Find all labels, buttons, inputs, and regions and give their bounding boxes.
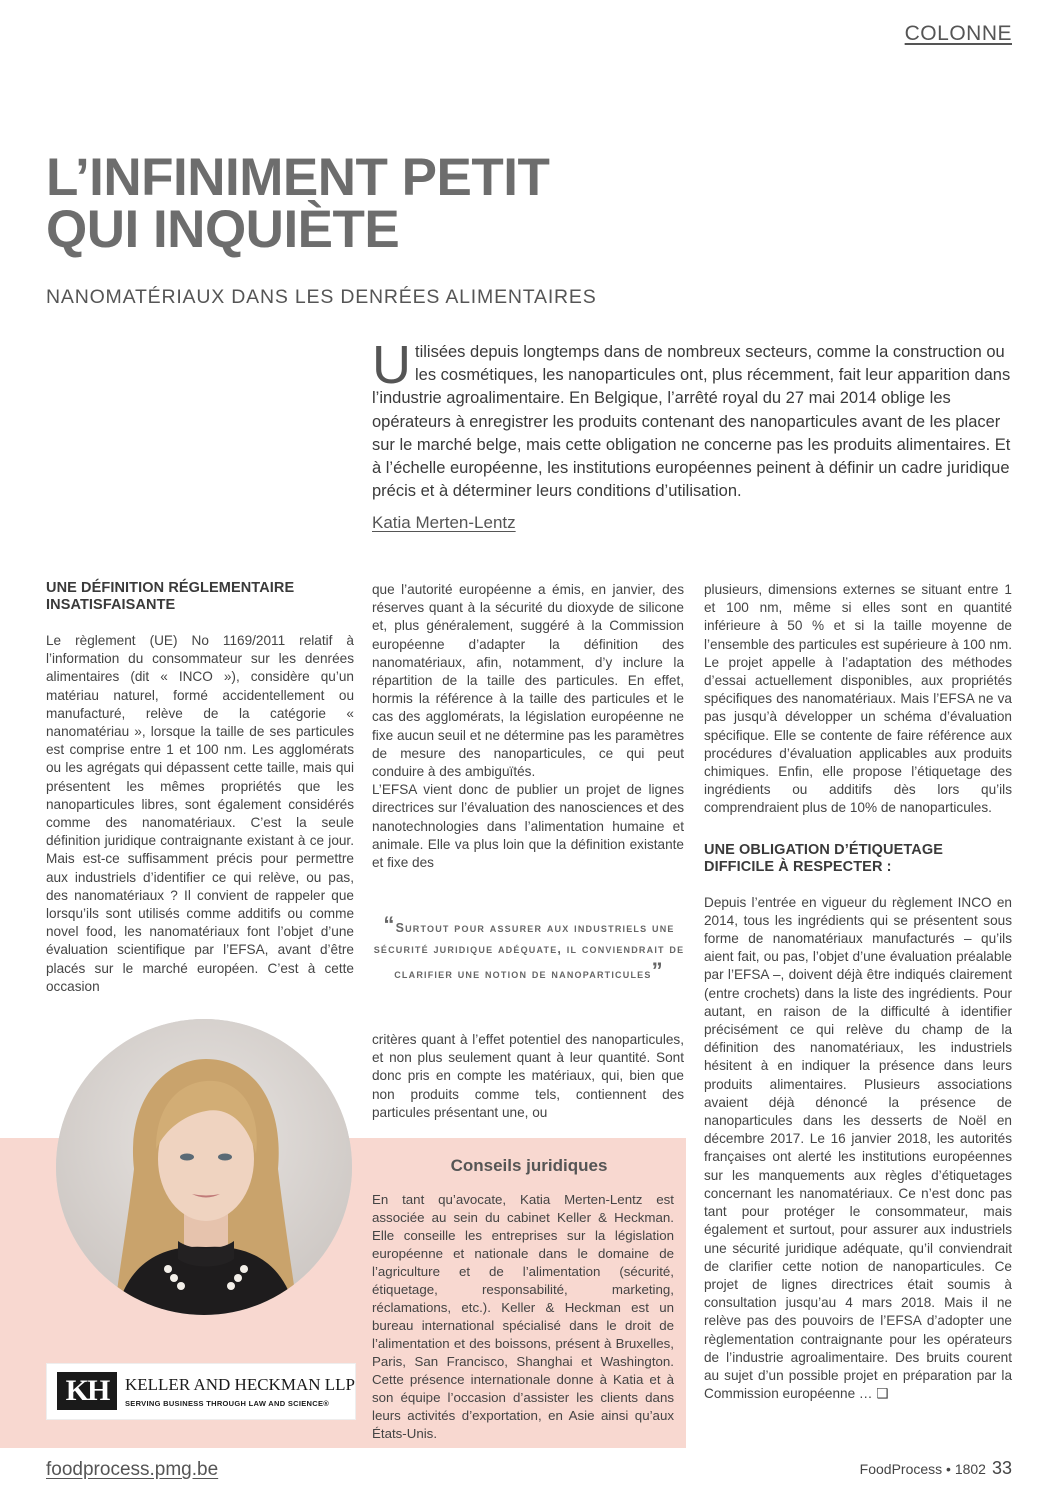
lead-text: tilisées depuis longtemps dans de nombreux secteurs, comme la construction ou les cosmétiques, les nanoparticules ont, plus récemment, fait leur apparition dans l’industrie agroalimentaire. En Belgique, l’arrêté royal du 27 mai 2014 oblige les opérateurs à enregistrer les produits contenant des nanoparticules avant de les placer sur le marché belge, mais cette obligation ne concerne pas les produits alimentaires. Et à l’échelle européenne, les institutions européennes peinent à définir un cadre juridique précis et à déterminer leurs conditions d’utilisation. [372,343,1011,501]
col3-paragraph-2: Depuis l’entrée en vigueur du règlement INCO en 2014, tous les ingrédients qui se présentent sous forme de nanomatériaux manufacturés – qu’ils aient fait, ou pas, l’objet d’une évaluation préalable par l’EFSA –, doivent déjà être indiqués clairement (entre crochets) dans la liste des ingrédients. Pour autant, en raison de la difficulté à identifier précisément ce qui relève du champ de la définition des nanomatériaux, les industriels hésitent à en indiquer la présence dans leurs produits alimentaires. Plusieurs associations avaient déjà dénoncé la présence de nanoparticules dans les desserts de Noël en décembre 2017. Le 16 janvier 2018, les autorités françaises ont alerté les institutions européennes sur les manquements aux règles d’étiquetages concernant les nanomatériaux. Ce n’est donc pas tant pour protéger le consommateur, mais également et surtout, pour assurer aux industriels une sécurité juridique adéquate, qu’il conviendrait de clarifier cette notion de nanoparticules. Ce projet de lignes directrices était soumis à consultation jusqu’au 4 mars 2018. Mais il ne relève pas des pouvoirs de l’EFSA d’adopter une règlementation contraignante pour les opérateurs de l’industrie agroalimentaire. Des bruits courent au sujet d’un possible projet en préparation par la Commission européenne … ❑ [704,894,1012,1402]
website-link[interactable]: foodprocess.pmg.be [46,1459,219,1480]
logo-tagline: SERVING BUSINESS THROUGH LAW AND SCIENCE® [125,1399,330,1408]
subtitle: NANOMATÉRIAUX DANS LES DENRÉES ALIMENTAIRES [46,286,597,308]
lead-paragraph [372,335,1012,503]
page-number: 33 [991,1458,1012,1478]
column-3 [704,581,1012,1403]
portrait-illustration [56,1019,352,1315]
col1-body: Le règlement (UE) No 1169/2011 relatif à l’information du consommateur sur les denrées alimentaires (dit « INCO »), considère qu’un matériau naturel, formé accidentellement ou manufacturé, relève de la catégorie « nanomatériau », lorsque la taille de ses particules est comprise entre 1 et 100 nm. Les agglomérats ou les agrégats qui dépassent cette taille, mais qui présentent les mêmes propriétés que les nanoparticules libres, sont également considérés comme des nanomatériaux. C’est la seule définition juridique contraignante existant à ce jour. Mais est-ce suffisamment précis pour permettre aux industriels d’identifier ce qui relève, ou pas, des nanomatériaux ? Il convient de rappeler que lorsqu’ils sont utilisés comme additifs ou comme novel food, les nanomatériaux font l’objet d’une évaluation scientifique par l’EFSA, avant d’être placés sur le marché européen. C’est à cette occasion [46,633,354,994]
drop-cap: U [372,335,411,395]
author-portrait [56,1019,352,1315]
title-line-2: QUI INQUIÈTE [46,200,400,259]
sidebar-box-title: Conseils juridiques [450,1156,608,1175]
col3-heading: UNE OBLIGATION D’ÉTIQUETAGE DIFFICILE À RESPECTER : [704,841,943,875]
col2-top [372,581,684,872]
page-title [46,148,666,259]
col2-paragraph-1: que l’autorité européenne a émis, en janvier, des réserves quant à la sécurité du dioxyde de silicone et, plus généralement, suggéré à la Commission européenne d’adapter la définition des nanomatériaux, afin, notamment, d’y inclure la répartition de la taille des particules. En effet, hormis la référence à la taille des particules et le cas des agglomérats, la législation européenne ne fixe aucun seuil et ne détermine pas les paramètres de mesure des nanoparticules, ce qui peut conduire à des ambiguïtés. [372,582,684,780]
section-label: COLONNE [904,22,1012,45]
keller-heckman-logo [46,1363,356,1420]
pull-quote-text: Surtout pour assurer aux industriels une sécurité juridique adéquate, il conviendrait de clarifier une notion de nanoparticules [373,921,685,981]
sidebar-box-text: En tant qu’avocate, Katia Merten-Lentz est associée au sein du cabinet Keller & Heckman. Elle conseille les entreprises sur la législation européenne et nationale dans le domaine de l’agriculture et de l’alimentation (sécurité, étiquetage, responsabilité, marketing, réclamations, etc.). Keller & Heckman est un bureau international spécialisé dans le droit de l’alimentation et des boissons, présent à Bruxelles, Paris, San Francisco, Shanghai et Washington. Cette présence internationale donne à Katia et à son équipe l’occasion d’assister les clients dans leurs activités d’exportation, en Asie ainsi qu’aux États-Unis. [372,1192,674,1441]
author-byline: Katia Merten-Lentz [372,513,516,532]
page-footer [860,1458,1012,1479]
col1-heading: UNE DÉFINITION RÉGLEMENTAIRE INSATISFAISANTE [46,580,295,613]
logo-name: KELLER AND HECKMAN LLP [125,1375,355,1394]
pull-quote [372,914,686,985]
quote-open-mark: “ [383,912,396,937]
quote-close-mark: ” [651,958,664,983]
col2-bottom: critères quant à l’effet potentiel des nanoparticules, et non plus seulement quant à leur quantité. Sont donc pris en compte les matériaux, qui, bien que non produits comme tels, contiennent des particules présentant une, ou [372,1032,684,1120]
logo-mark: KH [57,1372,117,1410]
title-line-1: L’INFINIMENT PETIT [46,148,550,207]
col2-paragraph-2: L’EFSA vient donc de publier un projet de lignes directrices sur l’évaluation des nanosciences et des nanotechnologies dans l’alimentation humaine et animale. Elle va plus loin que la définition existante et fixe des [372,782,684,871]
column-1 [46,580,354,996]
issue-label: FoodProcess • 1802 [859,1461,986,1477]
col3-paragraph-1: plusieurs, dimensions externes se situant entre 1 et 100 nm, même si elles sont en quantité inférieure à 50 % et si la taille moyenne de l’ensemble des particules est supérieure à 100 nm. Le projet appelle à l’adaptation des méthodes d’essai actuellement disponibles, aux propriétés spécifiques des nanomatériaux. Mais l’EFSA ne va pas jusqu’à développer un schéma d’évaluation spécifique. Elle se contente de faire référence aux procédures d’évaluation applicables aux produits chimiques. Enfin, elle propose l’étiquetage des ingrédients ou additifs dès lors qu’ils comprendraient plus de 10% de nanoparticules. [704,582,1012,816]
